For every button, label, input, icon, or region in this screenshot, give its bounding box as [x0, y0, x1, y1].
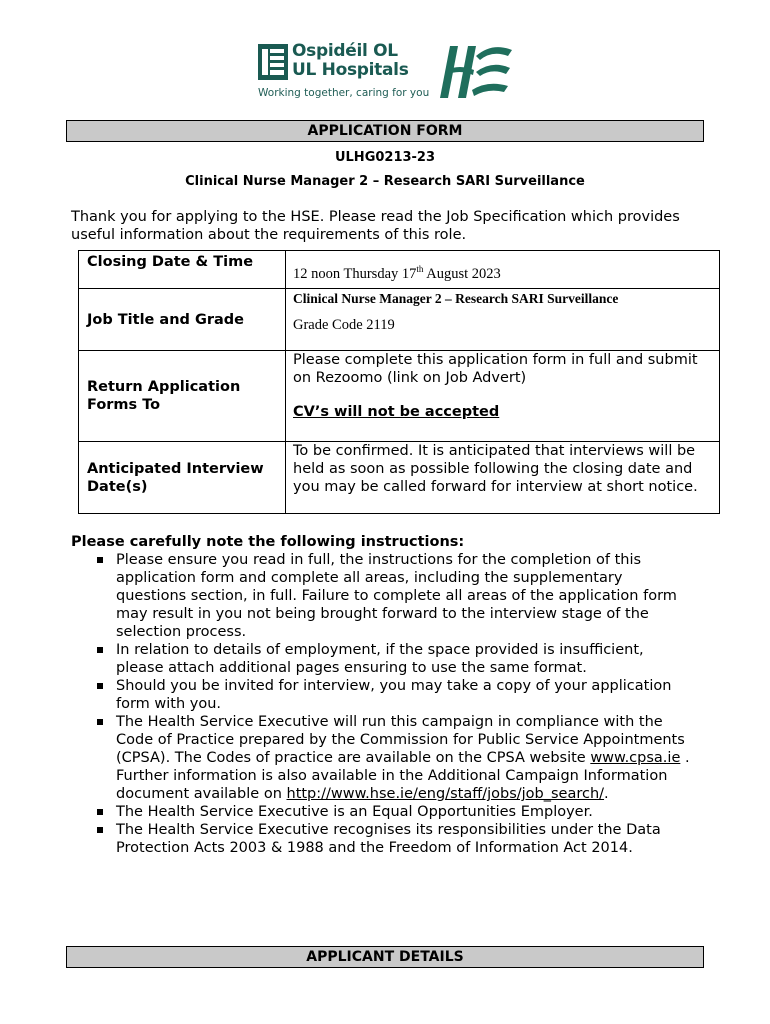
uhl-name-line1: Ospidéil OL: [292, 41, 398, 61]
job-title-label-cell: [79, 289, 286, 351]
closing-date-text: 12 noon Thursday 17: [293, 265, 417, 282]
application-form-title: APPLICATION FORM: [66, 120, 704, 142]
instruction-text: The Health Service Executive is an Equal Opportunities Employer.: [116, 804, 593, 820]
form-reference: ULHG0213-23: [334, 150, 436, 165]
instruction-text-cont: . Further information is also available in the Additional Campaign Information document available on: [116, 750, 690, 802]
list-item: [95, 821, 695, 857]
list-item: [95, 551, 695, 641]
list-item: [95, 641, 695, 677]
job-title-row: [79, 289, 720, 351]
return-forms-label-cell: [79, 351, 286, 442]
cv-not-accepted-note: CV’s will not be accepted: [293, 404, 500, 420]
instruction-text: Should you be invited for interview, you may take a copy of your application form with you.: [116, 678, 672, 712]
bullet-icon: [97, 647, 103, 653]
closing-date-label-cell: [79, 251, 286, 289]
intro-text: Thank you for applying to the HSE. Please read the Job Specification which provides useful information about the requirements of this role.: [71, 209, 680, 243]
bullet-icon: [97, 827, 103, 833]
instruction-text: In relation to details of employment, if the space provided is insufficient, please attach additional pages ensuring to use the same format.: [116, 642, 644, 676]
bullet-icon: [97, 809, 103, 815]
instruction-text-end: .: [604, 786, 609, 802]
instructions-heading: Please carefully note the following instructions:: [71, 534, 465, 550]
return-forms-value: Please complete this application form in full and submit on Rezoomo (link on Job Advert): [293, 352, 698, 386]
job-title-value: Clinical Nurse Manager 2 – Research SARI Surveillance: [293, 291, 619, 306]
ul-hospitals-name: [292, 42, 409, 80]
instructions-list: [95, 551, 695, 857]
instruction-text: The Health Service Executive will run this campaign in compliance with the Code of Practice prepared by the Commission for Public Service Appointments (CPSA). The Codes of practice are available on the CPSA website: [116, 714, 685, 766]
instruction-text: The Health Service Executive recognises its responsibilities under the Data Protection Acts 2003 & 1988 and the Freedom of Information Act 2014.: [116, 822, 661, 856]
job-info-table: [78, 250, 720, 514]
list-item: [95, 677, 695, 713]
instruction-text: Please ensure you read in full, the instructions for the completion of this application form and complete all areas, including the supplementary questions section, in full. Failure to complete all areas of the application form may result in you not being brought forward to the interview stage of the selection process.: [116, 552, 677, 640]
return-forms-value-cell: [286, 351, 720, 442]
closing-date-suffix: th: [416, 264, 424, 274]
closing-date-label: Closing Date & Time: [87, 254, 254, 270]
uhl-name-line2: UL Hospitals: [292, 60, 409, 80]
applicant-details-title: APPLICANT DETAILS: [66, 946, 704, 968]
header-logos: [258, 40, 520, 104]
interview-date-value: To be confirmed. It is anticipated that interviews will be held as soon as possible following the closing date and you may be called forward for interview at short notice.: [293, 443, 698, 495]
post-title: Clinical Nurse Manager 2 – Research SARI Surveillance: [185, 174, 585, 189]
job-title-label: Job Title and Grade: [87, 311, 245, 328]
hse-jobs-link[interactable]: http://www.hse.ie/eng/staff/jobs/job_search/: [286, 786, 605, 802]
bullet-icon: [97, 683, 103, 689]
interview-date-label-cell: [79, 442, 286, 514]
bullet-icon: [97, 719, 103, 725]
return-forms-label: Return Application Forms To: [87, 379, 241, 413]
interview-date-row: [79, 442, 720, 514]
closing-date-month-year: August 2023: [423, 265, 501, 282]
interview-date-value-cell: [286, 442, 720, 514]
job-title-value-cell: [286, 289, 720, 351]
hse-logo-icon: [440, 42, 514, 102]
list-item: [95, 803, 695, 821]
closing-date-value: [286, 251, 719, 283]
list-item: [95, 713, 695, 803]
ul-hospitals-logo-icon: [258, 44, 288, 80]
return-forms-row: [79, 351, 720, 442]
interview-date-label: Anticipated Interview Date(s): [87, 460, 264, 495]
closing-date-row: [79, 251, 720, 289]
job-grade-value: Grade Code 2119: [293, 317, 395, 333]
cpsa-link[interactable]: www.cpsa.ie: [590, 750, 681, 766]
bullet-icon: [97, 557, 103, 563]
uhl-tagline: Working together, caring for you: [258, 87, 430, 99]
closing-date-value-cell: [286, 251, 720, 289]
